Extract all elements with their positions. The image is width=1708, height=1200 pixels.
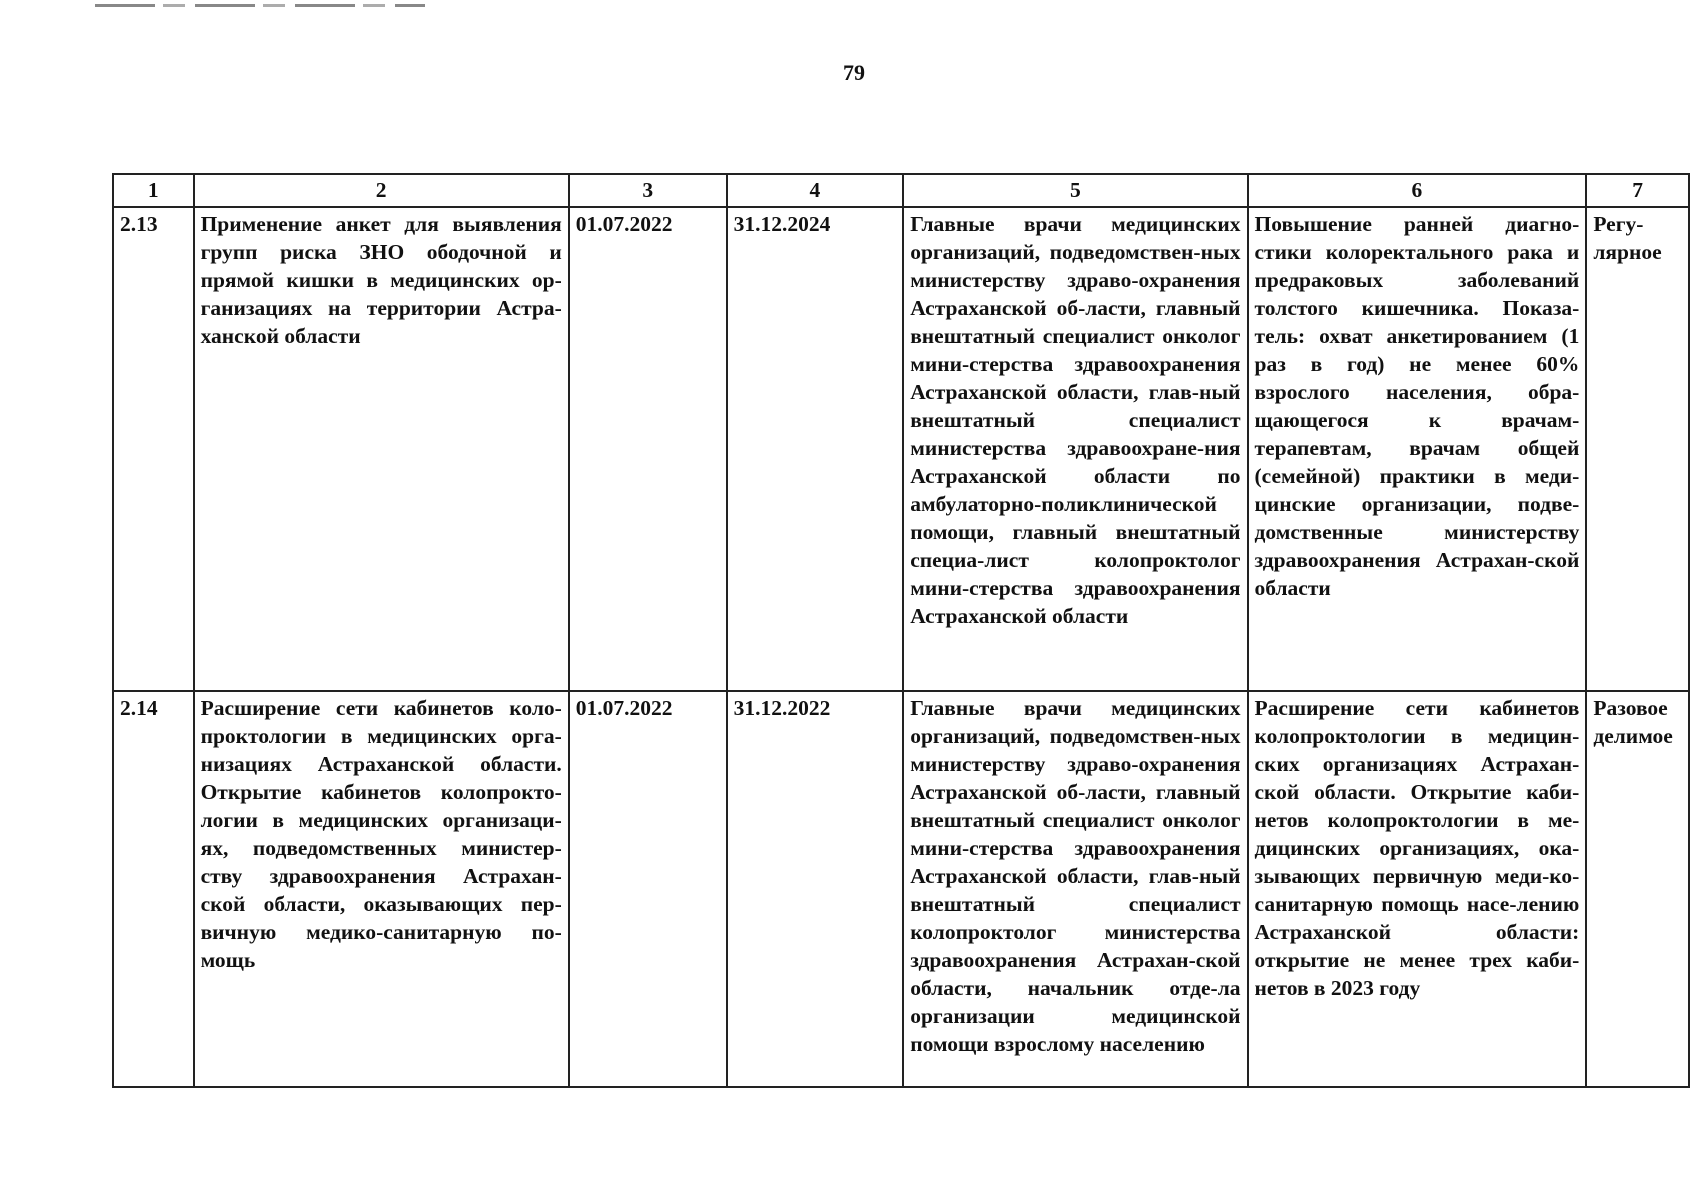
type-cell: Разовое делимое	[1586, 691, 1689, 1087]
page-number: 79	[843, 60, 865, 85]
activity-cell: Применение анкет для выявления групп риска ЗНО ободочной и прямой кишки в медицинских ор-ганизациях на территории Астра-ханской области	[194, 207, 569, 691]
row-number: 2.13	[113, 207, 194, 691]
end-date-cell: 31.12.2022	[727, 691, 904, 1087]
result-cell: Повышение ранней диагно-стики колоректального рака и предраковых заболеваний толстого кишечника. Показа-тель: охват анкетированием (1 раз в год) не менее 60% взрослого населения, обра-щающегося к врачам-терапевтам, врачам общей (семейной) практики в меди-цинские организации, подве-домственные министерству здравоохранения Астрахан-ской области	[1248, 207, 1587, 691]
responsible-cell: Главные врачи медицинских организаций, подведомствен-ных министерству здраво-охранения Астраханской об-ласти, главный внештатный специалист онколог мини-стерства здравоохранения Астраханской области, глав-ный внештатный специалист министерства здравоохране-ния Астраханской области по амбулаторно-поликлинической помощи, главный внештатный специа-лист колопроктолог мини-стерства здравоохранения Астраханской области	[903, 207, 1247, 691]
column-header: 3	[569, 174, 727, 207]
column-header: 1	[113, 174, 194, 207]
column-header: 5	[903, 174, 1247, 207]
column-header: 4	[727, 174, 904, 207]
column-header: 2	[194, 174, 569, 207]
start-date-cell: 01.07.2022	[569, 691, 727, 1087]
column-header: 6	[1248, 174, 1587, 207]
table-row	[113, 691, 1689, 1087]
table-row	[113, 207, 1689, 691]
scan-artifact-line	[95, 4, 425, 7]
measures-table	[112, 173, 1690, 1088]
activity-cell: Расширение сети кабинетов коло-проктологии в медицинских орга-низациях Астраханской области. Открытие кабинетов колопрокто-логии в медицинских организаци-ях, подведомственных министер-ству здравоохранения Астрахан-ской области, оказывающих пер-вичную медико-санитарную по-мощь	[194, 691, 569, 1087]
responsible-cell: Главные врачи медицинских организаций, подведомствен-ных министерству здраво-охранения Астраханской об-ласти, главный внештатный специалист онколог мини-стерства здравоохранения Астраханской области, глав-ный внештатный специалист колопроктолог министерства здравоохранения Астрахан-ской области, начальник отде-ла организации медицинской помощи взрослому населению	[903, 691, 1247, 1087]
column-header: 7	[1586, 174, 1689, 207]
row-number: 2.14	[113, 691, 194, 1087]
end-date-cell: 31.12.2024	[727, 207, 904, 691]
table-header-row	[113, 174, 1689, 207]
result-cell: Расширение сети кабинетов колопроктологии в медицин-ских организациях Астрахан-ской области. Открытие каби-нетов колопроктологии в ме-дицинских организациях, ока-зывающих первичную меди-ко-санитарную помощь насе-лению Астраханской области: открытие не менее трех каби-нетов в 2023 году	[1248, 691, 1587, 1087]
start-date-cell: 01.07.2022	[569, 207, 727, 691]
type-cell: Регу-лярное	[1586, 207, 1689, 691]
